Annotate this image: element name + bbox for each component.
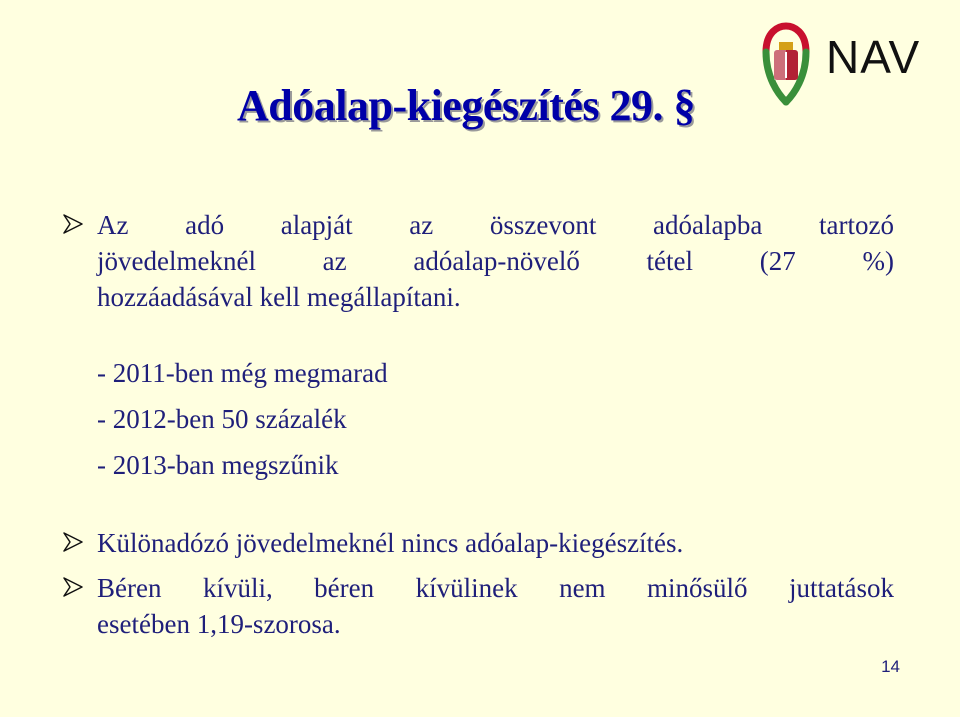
arrow-bullet-icon (62, 213, 84, 235)
sub-item-2011: - 2011-ben még megmarad (97, 358, 388, 388)
slide-title: Adóalap-kiegészítés 29. § (237, 81, 696, 130)
bullet3-line2: esetében 1,19-szorosa. (97, 609, 341, 639)
page-number: 14 (881, 657, 900, 676)
bullet-kulonadozo: Különadózó jövedelmeknél nincs adóalap-kiegészítés. (97, 528, 684, 558)
sub-item-2012: - 2012-ben 50 százalék (97, 404, 347, 434)
bullet1-line3: hozzáadásával kell megállapítani. (97, 282, 461, 312)
bullet-adoalap (97, 207, 894, 315)
sub-item-2013: - 2013-ban megszűnik (97, 450, 339, 480)
arrow-bullet-icon (62, 576, 84, 598)
bullet1-line2: jövedelmeknél az adóalap-növelő tétel (27 %) (97, 246, 894, 276)
bullet-beren-kivuli (97, 570, 894, 642)
arrow-bullet-icon (62, 531, 84, 553)
bullet3-line1: Béren kívüli, béren kívülinek nem minősülő juttatások (97, 573, 894, 603)
bullet1-line1: Az adó alapját az összevont adóalapba tartozó (97, 210, 894, 240)
crest-icon (766, 26, 806, 102)
nav-logo-text: NAV (826, 31, 921, 83)
